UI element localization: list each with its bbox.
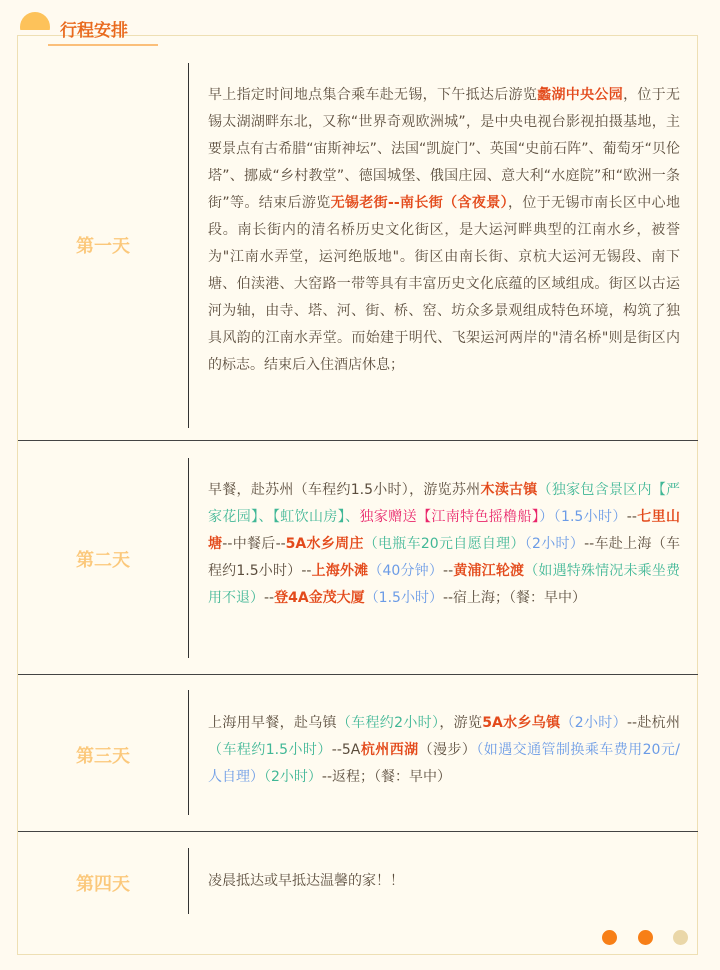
day-text-4 (208, 868, 680, 895)
text-segment: （1.5小时） (364, 590, 443, 606)
section-title: 行程安排 (60, 21, 128, 41)
row-separator (18, 674, 698, 675)
highlight-place: 上海外滩 (311, 563, 369, 579)
text-segment: （漫步） (418, 742, 477, 758)
day-text-3 (208, 710, 680, 791)
title-underline (48, 44, 158, 46)
highlight-place: 5A水乡乌镇 (482, 715, 561, 731)
page-dot-3[interactable] (673, 930, 688, 945)
text-segment: 独家赠送【江南特色摇橹船】 (359, 509, 540, 525)
text-segment: （如遇交通管制换乘车费用20元/人自理） (208, 742, 681, 785)
highlight-place: 无锡老街--南长街（含夜景） (330, 195, 508, 211)
text-segment: 早餐，赴苏州（车程约1.5小时），游览苏州 (208, 482, 481, 498)
row-separator (18, 440, 698, 441)
highlight-place: 蠡湖中央公园 (537, 87, 624, 103)
text-segment: ）（1.5小时） (539, 509, 627, 525)
text-segment: （2小时） (560, 715, 627, 731)
page-dot-2[interactable] (638, 930, 653, 945)
text-segment: -- (264, 590, 275, 606)
highlight-place: 七里山塘 (208, 509, 681, 552)
day-label-3: 第三天 (76, 746, 130, 767)
text-segment: （车程约1.5小时） (208, 742, 332, 758)
divider-day4 (188, 848, 189, 914)
text-segment: -- (443, 563, 454, 579)
text-segment: （车程约2小时） (336, 715, 440, 731)
text-segment: （如遇特殊情况未乘坐费用不退） (208, 563, 680, 606)
highlight-place: 杭州西湖 (360, 742, 419, 758)
highlight-place: 木渎古镇 (480, 482, 538, 498)
day-label-2: 第二天 (76, 550, 130, 571)
highlight-place: 黄浦江轮渡 (453, 563, 525, 579)
text-segment: --车赴上海（车程约1.5小时）-- (208, 536, 680, 579)
page-dot-1[interactable] (602, 930, 617, 945)
highlight-place: 登4A金茂大厦 (274, 590, 365, 606)
text-segment: ，位于无锡太湖湖畔东北，又称“世界奇观欧洲城”，是中央电视台影视拍摄基地，主要景点有古希腊“宙斯神坛”、法国“凯旋门”、英国“史前石阵”、葡萄牙“贝伦塔”、挪威“乡村教堂”、德国城堡、俄国庄园、意大利“水庭院”和“欧洲一条街”等。结束后游览 (208, 87, 680, 211)
divider-day2 (188, 458, 189, 658)
text-segment: --返程；（餐：早中） (321, 769, 452, 785)
text-segment: （电瓶车20元自愿自理） (363, 536, 525, 552)
day-label-1: 第一天 (76, 236, 130, 257)
row-separator (18, 831, 698, 832)
text-segment: -- (626, 509, 637, 525)
text-segment: （2小时） (524, 536, 585, 552)
highlight-place: 5A水乡周庄 (285, 536, 364, 552)
text-segment: --5A (331, 742, 361, 758)
text-segment: --宿上海；（餐：早中） (442, 590, 587, 606)
text-segment: （独家包含景区内【严家花园】、【虹饮山房】、 (208, 482, 681, 525)
divider-day3 (188, 690, 189, 815)
text-segment: ，位于无锡市南长区中心地段。南长街内的清名桥历史文化街区，是大运河畔典型的江南水乡，被誉为"江南水弄堂，运河绝版地"。街区由南长街、京杭大运河无锡段、南下塘、伯渎港、大窑路一带等具有丰富历史文化底蕴的区域组成。街区以古运河为轴，由寺、塔、河、街、桥、窑、坊众多景观组成特色环境，构筑了独具风韵的江南水弄堂。而始建于明代、飞架运河两岸的"清名桥"则是街区内的标志。结束后入住酒店休息； (208, 195, 680, 373)
day-text-1 (208, 82, 680, 379)
day-text-2 (208, 477, 680, 612)
text-segment: ，游览 (439, 715, 483, 731)
day-label-4: 第四天 (76, 874, 130, 895)
text-segment: --中餐后-- (222, 536, 286, 552)
text-segment: 早上指定时间地点集合乘车赴无锡，下午抵达后游览 (208, 87, 538, 103)
text-segment: --赴杭州 (626, 715, 680, 731)
text-segment: （2小时） (264, 769, 322, 785)
text-segment: 上海用早餐，赴乌镇 (208, 715, 337, 731)
text-segment: 凌晨抵达或早抵达温馨的家！！ (208, 873, 404, 889)
divider-day1 (188, 63, 189, 428)
text-segment: （40分钟） (368, 563, 444, 579)
